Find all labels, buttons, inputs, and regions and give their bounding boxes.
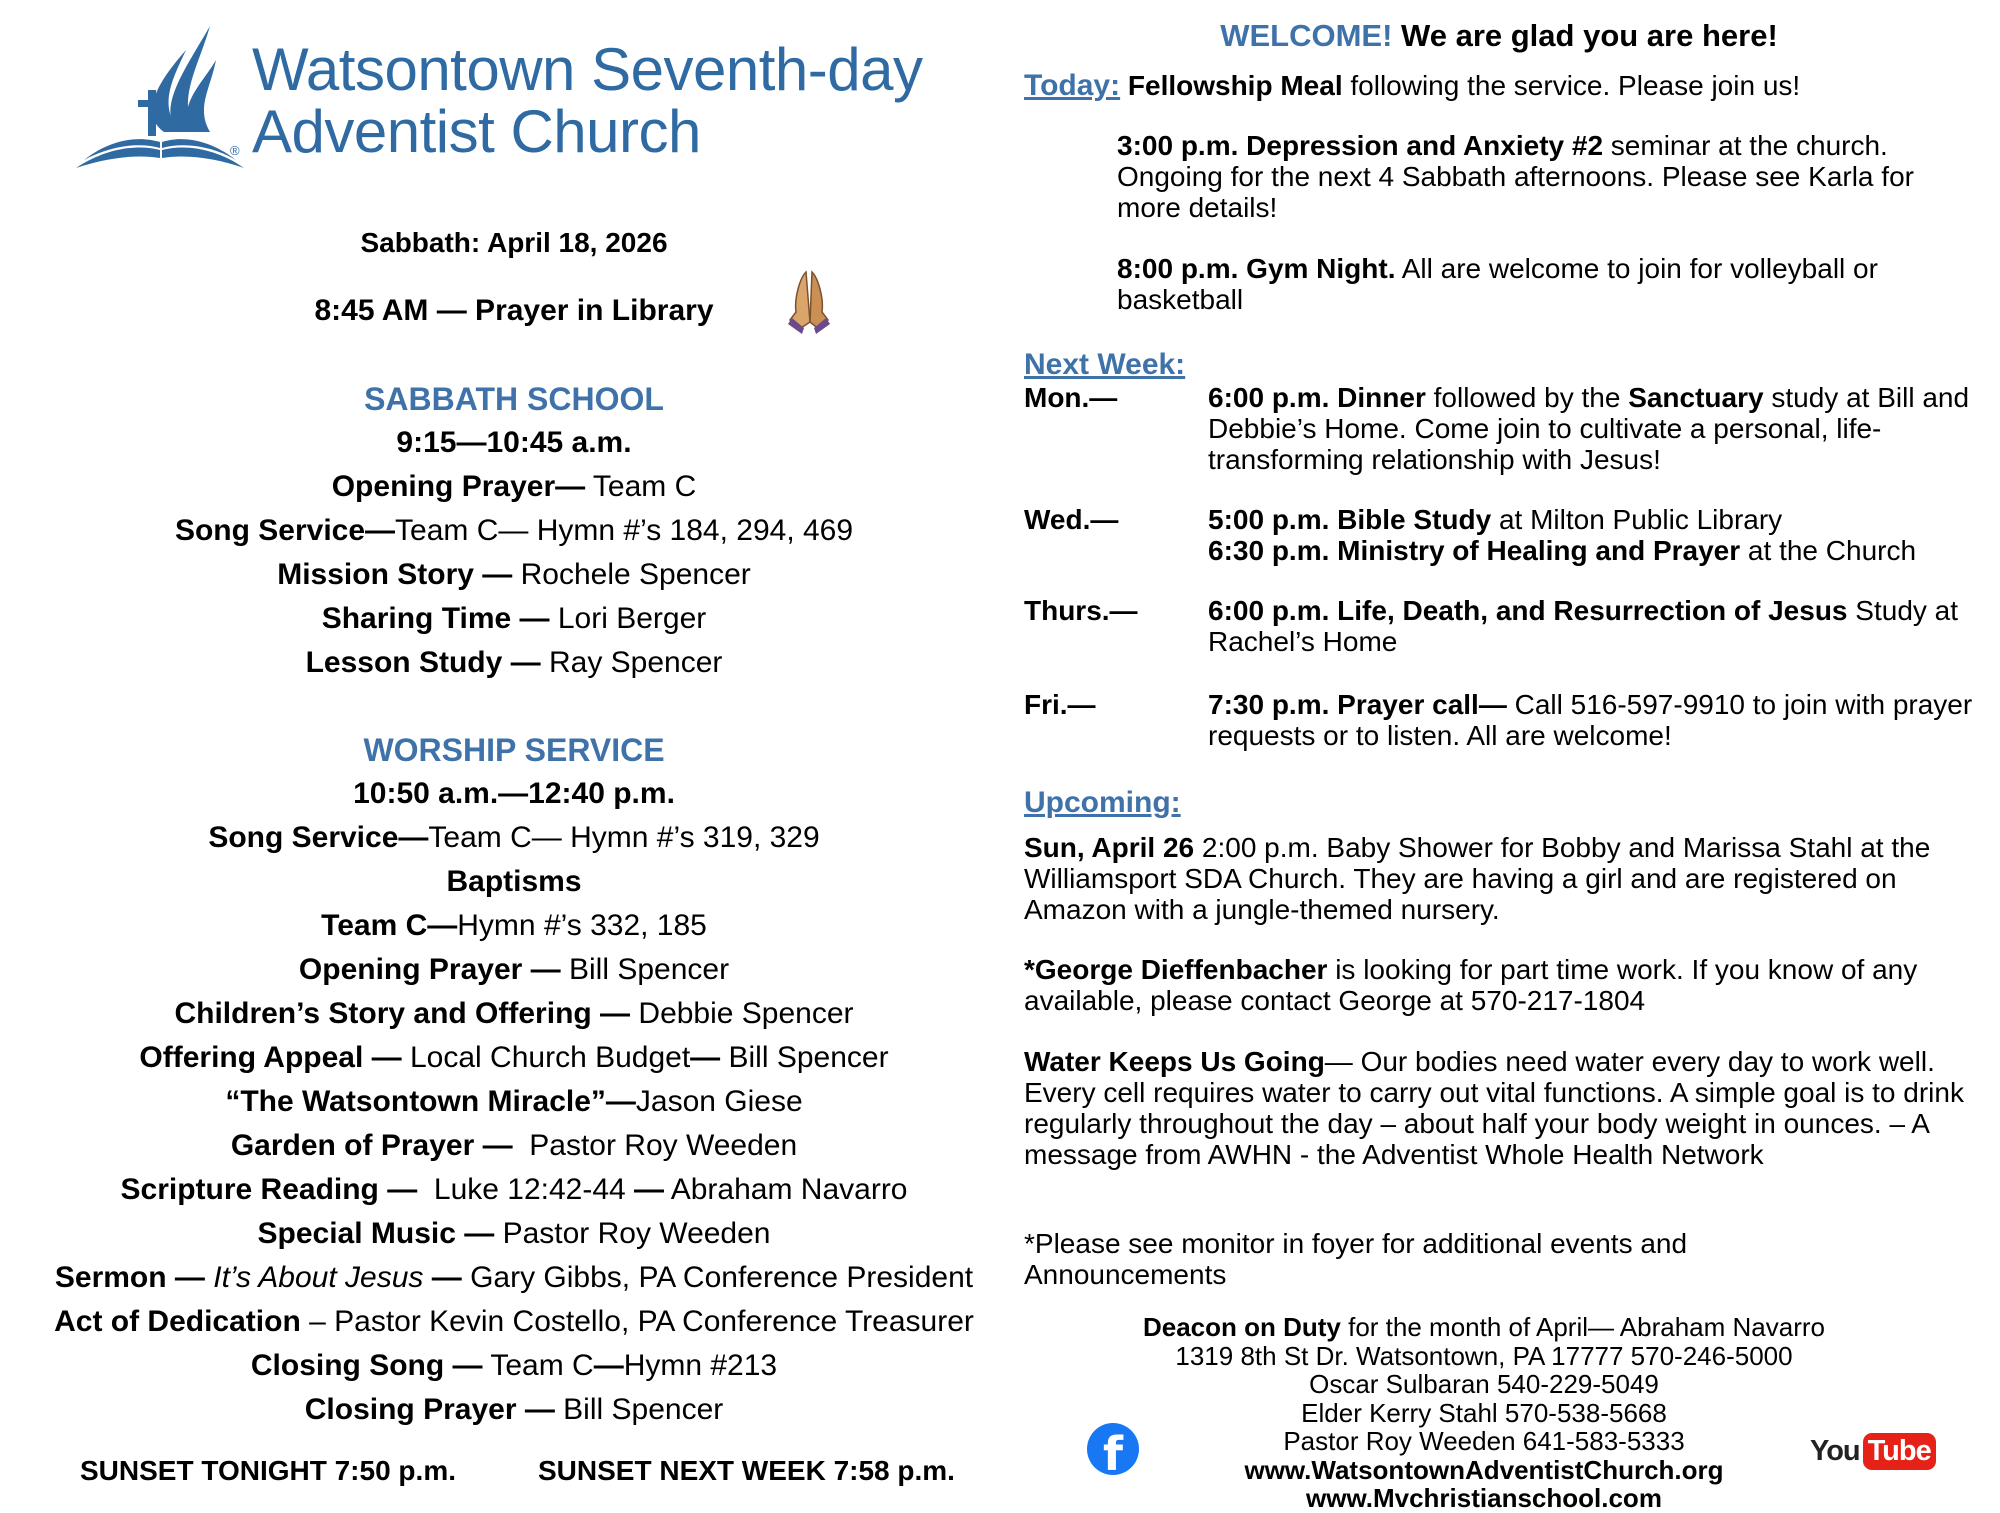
- program-item: “The Watsontown Miracle”—Jason Giese: [225, 1085, 803, 1118]
- schedule-friday: Fri.— 7:30 p.m. Prayer call— Call 516-597-9910 to join with prayer requests or to listen. All are welcome!: [1024, 689, 1973, 751]
- welcome-banner: [1024, 18, 1974, 54]
- website-church[interactable]: www.WatsontownAdventistChurch.org: [1244, 1454, 1724, 1485]
- website-school[interactable]: www.Mvchristianschool.com: [1306, 1483, 1662, 1513]
- program-item: Mission Story — Rochele Spencer: [277, 558, 751, 591]
- program-item: Children’s Story and Offering — Debbie Spencer: [174, 997, 854, 1030]
- worship-service-time: 10:50 a.m.—12:40 p.m.: [353, 777, 675, 810]
- program-item: Baptisms: [446, 865, 582, 898]
- day-label: Fri.—: [1024, 689, 1096, 720]
- church-name-line2: Adventist Church: [252, 98, 701, 165]
- welcome-accent: WELCOME!: [1220, 18, 1393, 53]
- sabbath-date: Sabbath: April 18, 2026: [360, 227, 668, 258]
- prayer-time: [14, 292, 1014, 330]
- program-item: Offering Appeal — Local Church Budget— Bill Spencer: [139, 1041, 889, 1074]
- day-label: Wed.—: [1024, 504, 1119, 535]
- upcoming-monitor: *Please see monitor in foyer for additional events and Announcements: [1024, 1228, 1688, 1290]
- program-item: Lesson Study — Ray Spencer: [305, 646, 723, 679]
- contact-oscar: Oscar Sulbaran 540-229-5049: [1309, 1369, 1659, 1399]
- program-item: Team C—Hymn #’s 332, 185: [321, 909, 707, 942]
- program-item: Song Service—Team C— Hymn #’s 184, 294, 469: [174, 514, 854, 547]
- worship-service-section: [14, 728, 1014, 1432]
- welcome-text: We are glad you are here!: [1392, 18, 1778, 53]
- facebook-icon[interactable]: f: [1087, 1423, 1139, 1475]
- schedule-thursday: Thurs.— 6:00 p.m. Life, Death, and Resurrection of Jesus Study at Rachel’s Home: [1024, 595, 1959, 657]
- deacon-line: Deacon on Duty for the month of April— Abraham Navarro: [1142, 1312, 1826, 1342]
- day-label: Thurs.—: [1024, 595, 1138, 626]
- church-logo-icon: [76, 20, 246, 172]
- sunset-next-week: SUNSET NEXT WEEK 7:58 p.m.: [538, 1455, 955, 1486]
- prayer-time-text: 8:45 AM — Prayer in Library: [314, 294, 714, 327]
- church-name-line1: Watsontown Seventh-day: [252, 36, 923, 103]
- sabbath-school-section: [14, 377, 1014, 685]
- upcoming-water: Water Keeps Us Going— Our bodies need water every day to work well. Every cell requires water to carry out vital functions. A simple goal is to drink regularly throughout the day – about half your body weight in ounces. – A message from AWHN - the Adventist Whole Health Network: [1024, 1046, 1964, 1170]
- contact-elder: Elder Kerry Stahl 570-538-5668: [1301, 1397, 1667, 1428]
- praying-hands-icon: [784, 268, 836, 334]
- program-item: Special Music — Pastor Roy Weeden: [257, 1217, 771, 1250]
- program-item: Opening Prayer— Team C: [331, 470, 697, 503]
- program-item: Scripture Reading — Luke 12:42-44 — Abraham Navarro: [120, 1173, 908, 1206]
- today-gym: 8:00 p.m. Gym Night. All are welcome to join for volleyball or basketball: [1117, 253, 1878, 315]
- today-seminar: 3:00 p.m. Depression and Anxiety #2 seminar at the church. Ongoing for the next 4 Sabbath afternoons. Please see Karla for more details!: [1117, 130, 1914, 223]
- sabbath-school-heading: SABBATH SCHOOL: [364, 381, 664, 417]
- today-line: Today: Fellowship Meal following the service. Please join us!: [1024, 69, 1801, 102]
- program-item: Song Service—Team C— Hymn #’s 319, 329: [208, 821, 820, 854]
- program-item: Closing Prayer — Bill Spencer: [304, 1393, 724, 1426]
- day-label: Mon.—: [1024, 382, 1118, 413]
- sabbath-school-time: 9:15—10:45 a.m.: [396, 426, 632, 459]
- today-label: Today:: [1024, 69, 1121, 102]
- next-week-label: Next Week:: [1024, 348, 1186, 381]
- schedule-wednesday: Wed.— 5:00 p.m. Bible Study at Milton Public Library 6:30 p.m. Ministry of Healing and Prayer at the Church: [1024, 504, 1917, 566]
- contact-footer: [1084, 1313, 1884, 1513]
- sunset-tonight: SUNSET TONIGHT 7:50 p.m.: [80, 1455, 456, 1486]
- program-item: Act of Dedication – Pastor Kevin Costello, PA Conference Treasurer: [54, 1305, 974, 1338]
- registered-mark: ®: [230, 143, 240, 158]
- program-item: Sharing Time — Lori Berger: [321, 602, 707, 635]
- upcoming-baby-shower: Sun, April 26 2:00 p.m. Baby Shower for Bobby and Marissa Stahl at the Williamsport SDA Church. They are having a girl and are registered on Amazon with a jungle-themed nursery.: [1024, 832, 1931, 925]
- address-line: 1319 8th St Dr. Watsontown, PA 17777 570-246-5000: [1175, 1340, 1793, 1371]
- church-name: [252, 36, 923, 165]
- program-item: Closing Song — Team C—Hymn #213: [250, 1349, 778, 1382]
- youtube-icon[interactable]: You Tube: [1810, 1432, 1936, 1470]
- program-item: Opening Prayer — Bill Spencer: [298, 953, 730, 986]
- upcoming-george: *George Dieffenbacher is looking for part time work. If you know of any available, please contact George at 570-217-1804: [1024, 954, 1918, 1016]
- sermon-title: It’s About Jesus: [213, 1261, 424, 1294]
- upcoming-label: Upcoming:: [1024, 786, 1181, 819]
- worship-service-heading: WORSHIP SERVICE: [363, 732, 665, 768]
- schedule-monday: Mon.— 6:00 p.m. Dinner followed by the Sanctuary study at Bill and Debbie’s Home. Come join to cultivate a personal, life-transforming relationship with Jesus!: [1024, 382, 1970, 475]
- program-item: Sermon — It’s About Jesus — Gary Gibbs, PA Conference President: [54, 1261, 974, 1294]
- contact-pastor: Pastor Roy Weeden 641-583-5333: [1283, 1426, 1685, 1456]
- program-item: Garden of Prayer — Pastor Roy Weeden: [230, 1129, 798, 1162]
